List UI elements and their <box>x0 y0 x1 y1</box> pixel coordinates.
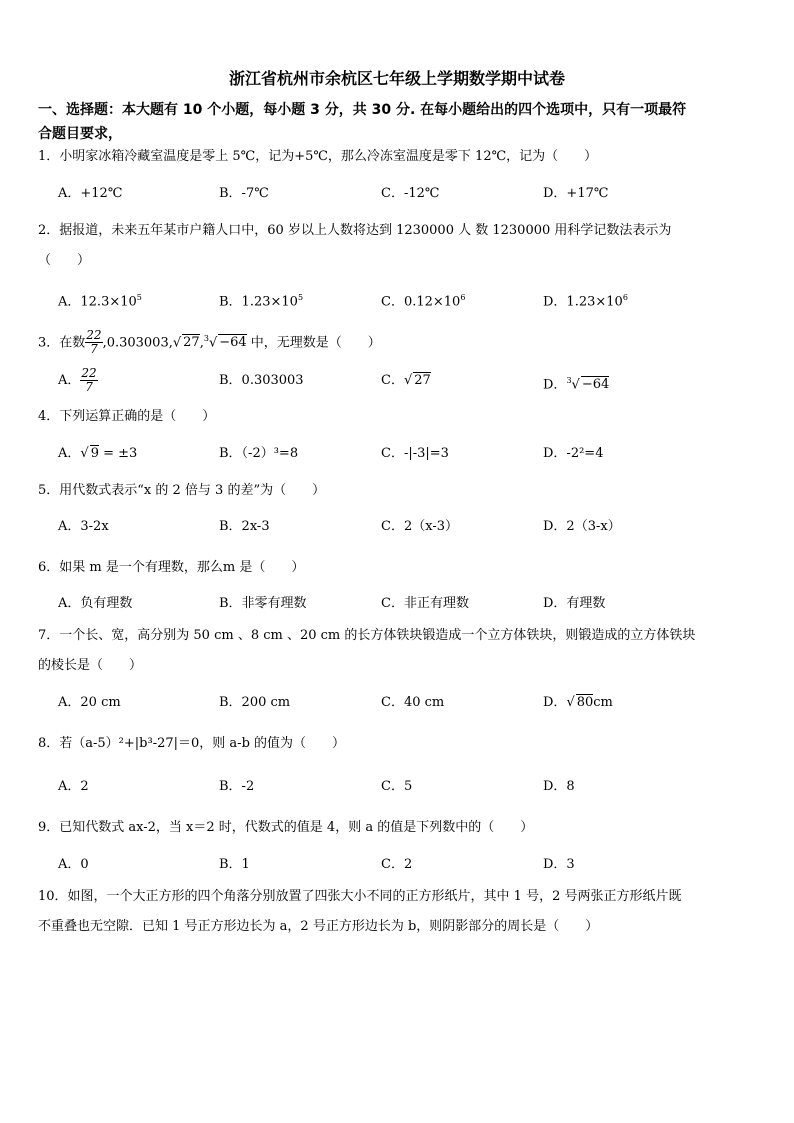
question-5: 5．用代数式表示“x 的 2 倍与 3 的差”为（ ） <box>38 483 326 498</box>
option-b: B．（-2）³=8 <box>219 446 299 461</box>
option-c: C．√ 27 <box>381 373 431 388</box>
section-heading-line1: 一、选择题：本大题有 10 个小题，每小题 3 分，共 30 分. 在每小题给出的四个选项中，只有一项最符 <box>38 102 687 118</box>
option-c: C．40 cm <box>381 695 445 710</box>
option-c: C．5 <box>381 779 413 794</box>
question-3-options <box>58 366 758 396</box>
option-b: B．-2 <box>219 779 255 794</box>
option-a: A．$12.3\times 10^5$ <box>58 293 142 310</box>
option-b: B．200 cm <box>219 695 291 710</box>
option-c: C．2（x-3） <box>381 519 458 534</box>
option-d: D．8 <box>543 779 575 794</box>
option-d: D．+17℃ <box>543 186 609 201</box>
question-4-options <box>58 443 758 465</box>
option-a: A． $\frac{22}{7}$ <box>58 366 97 394</box>
option-a: A．√ 9 = ±3 <box>58 446 138 461</box>
option-b: B．0.303003 <box>219 373 304 388</box>
question-9-options <box>58 854 758 876</box>
option-b: B．2x-3 <box>219 519 270 534</box>
question-6-options <box>58 593 758 615</box>
question-7: 7．一个长、宽，高分别为 50 cm 、8 cm 、20 cm 的长方体铁块锻造成一个立方体铁块，则锻造成的立方体铁块 <box>38 628 696 643</box>
question-2-line2: （ ） <box>38 253 91 268</box>
option-b: B．-7℃ <box>219 186 269 201</box>
question-2: 2．据报道，未来五年某市户籍人口中，60 岁以上人数将达到 1230000 人 数 1230000 用科学记数法表示为 <box>38 223 672 238</box>
exam-title: 浙江省杭州市余杭区七年级上学期数学期中试卷 <box>228 69 565 88</box>
option-d: D．-2²=4 <box>543 446 604 461</box>
question-7-options <box>58 692 758 714</box>
option-c: C．-|-3|=3 <box>381 446 449 461</box>
sqrt-icon: √ <box>403 373 413 388</box>
option-a: A．+12℃ <box>58 186 123 201</box>
option-a: A．3-2x <box>58 519 109 534</box>
fraction-22-7: $\frac{22}{7}$ <box>86 328 102 357</box>
section-heading <box>38 98 763 146</box>
section-heading-line2: 合题目要求， <box>38 126 122 142</box>
option-d: D．$1.23\times 10^6$ <box>543 293 628 310</box>
option-c: C．$0.12\times 10^6$ <box>381 293 466 310</box>
option-a: A．0 <box>58 857 89 872</box>
option-b: B．$1.23\times 10^5$ <box>219 293 304 310</box>
question-10-line2: 不重叠也无空隙．已知 1 号正方形边长为 a，2 号正方形边长为 b，则阴影部分的周长是（ ） <box>38 919 599 934</box>
question-1-options <box>58 183 758 205</box>
option-b: B．1 <box>219 857 250 872</box>
question-5-options <box>58 516 758 538</box>
option-c: C．非正有理数 <box>381 596 469 611</box>
option-d: D．$^3$√ −64 <box>543 376 610 393</box>
option-c: C．2 <box>381 857 413 872</box>
option-a: A．2 <box>58 779 89 794</box>
sqrt-icon: √ <box>80 446 89 461</box>
question-7-line2: 的棱长是（ ） <box>38 658 143 673</box>
question-1: 1．小明家冰箱冷藏室温度是零上 5℃，记为+5℃，那么冷冻室温度是零下 12℃，记为（ ） <box>38 149 598 164</box>
option-d: D．2（3-x） <box>543 519 621 534</box>
question-3: 3．在数 $\frac{22}{7}$ ,0.303003,√ 27,$^3$√ −64 中，无理数是（ ） <box>38 328 381 357</box>
option-d: D．有理数 <box>543 596 606 611</box>
option-d: D．3 <box>543 857 575 872</box>
cube-root-icon: √ <box>571 377 580 393</box>
option-d: D．√ 80cm <box>543 695 613 710</box>
question-8-options <box>58 776 758 798</box>
option-b: B．非零有理数 <box>219 596 307 611</box>
cube-root-icon: √ <box>208 335 218 351</box>
question-10: 10．如图，一个大正方形的四个角落分别放置了四张大小不同的正方形纸片，其中 1 号，2 号两张正方形纸片既 <box>38 889 682 904</box>
question-6: 6．如果 m 是一个有理数，那么m 是（ ） <box>38 560 305 575</box>
sqrt-icon: √ <box>566 695 575 710</box>
option-a: A．负有理数 <box>58 596 133 611</box>
question-8: 8．若（a-5）²+|b³-27|＝0，则 a-b 的值为（ ） <box>38 736 346 751</box>
option-a: A．20 cm <box>58 695 121 710</box>
question-4: 4．下列运算正确的是（ ） <box>38 409 216 424</box>
sqrt-icon: √ <box>172 335 182 351</box>
question-9: 9．已知代数式 ax-2，当 x＝2 时，代数式的值是 4，则 a 的值是下列数中的（ ） <box>38 820 534 835</box>
option-c: C．-12℃ <box>381 186 440 201</box>
question-2-options <box>58 287 758 309</box>
